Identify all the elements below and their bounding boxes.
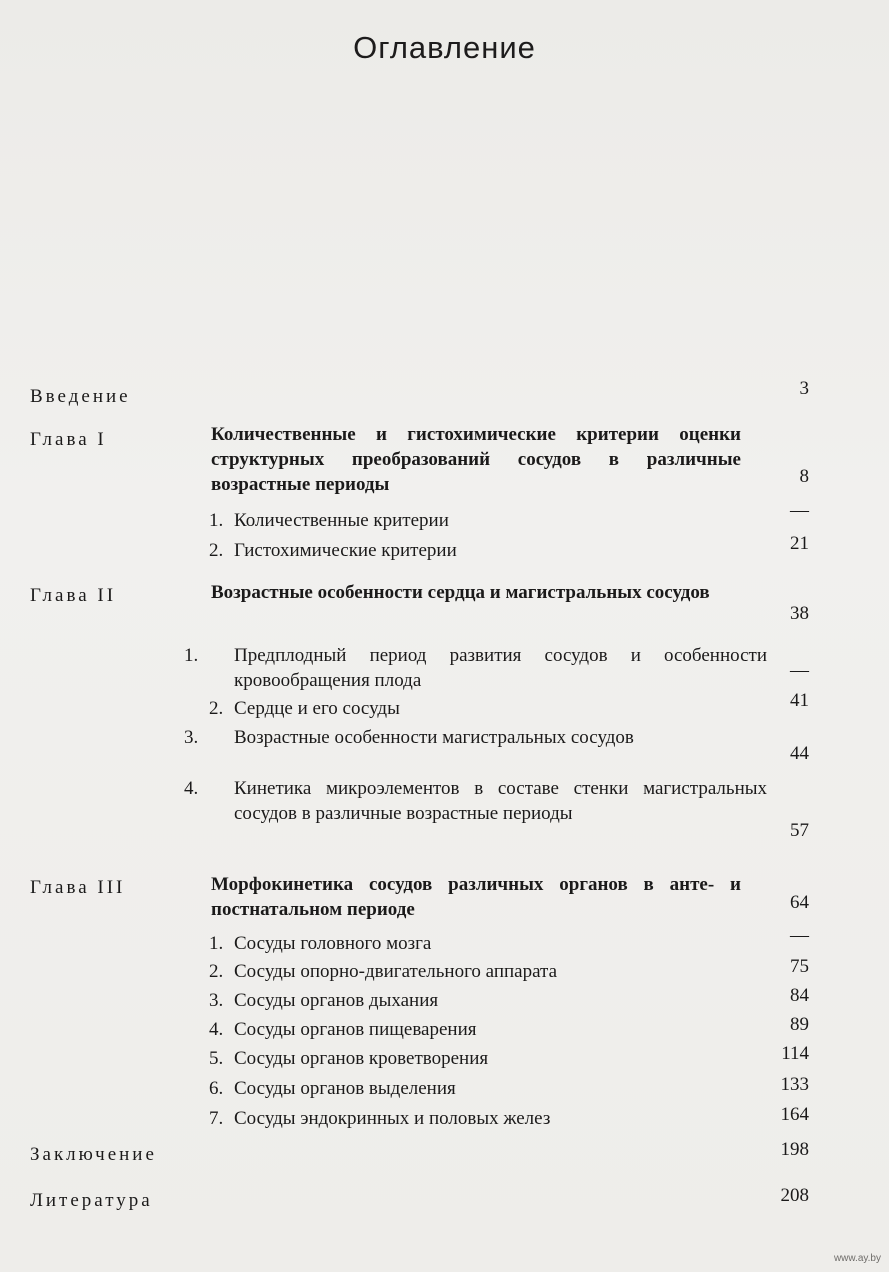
item-text: Количественные критерии: [234, 510, 449, 531]
chapter-3-item-7-page: 164: [780, 1104, 809, 1125]
item-number: 6.: [209, 1078, 224, 1099]
chapter-2-item-1: [184, 643, 767, 693]
item-text: Сосуды органов пищеварения: [234, 1019, 477, 1040]
chapter-3-item-6-page: 133: [780, 1074, 809, 1095]
literature-label: Литература: [30, 1190, 153, 1211]
chapter-2-item-2: [209, 696, 742, 721]
literature-page: 208: [780, 1185, 809, 1206]
item-text: Предплодный период развития сосудов и особенности кровообращения плода: [234, 645, 767, 691]
item-number: 2.: [209, 698, 224, 719]
chapter-3-item-3: [209, 988, 742, 1013]
chapter-3-page: 64: [790, 892, 809, 913]
chapter-3-item-5: [209, 1046, 742, 1071]
conclusion-label: Заключение: [30, 1144, 157, 1165]
item-number: 1.: [184, 645, 199, 666]
item-text: Сосуды опорно-двигательного аппарата: [234, 961, 557, 982]
item-number: 1.: [209, 510, 224, 531]
item-number: 3.: [209, 990, 224, 1011]
item-text: Сосуды эндокринных и половых желез: [234, 1108, 551, 1129]
page-title: Оглавление: [353, 30, 536, 65]
item-text: Гистохимические критерии: [234, 540, 457, 561]
chapter-3-item-6: [209, 1076, 742, 1101]
item-number: 5.: [209, 1048, 224, 1069]
item-number: 2.: [209, 961, 224, 982]
item-text: Возрастные особенности магистральных сосудов: [234, 727, 634, 748]
intro-page: 3: [799, 378, 809, 399]
chapter-3-item-4-page: 89: [790, 1014, 809, 1035]
item-text: Сердце и его сосуды: [234, 698, 400, 719]
conclusion-page: 198: [780, 1139, 809, 1160]
item-text: Сосуды органов кроветворения: [234, 1048, 489, 1069]
item-number: 4.: [184, 778, 199, 799]
item-text: Сосуды органов дыхания: [234, 990, 439, 1011]
chapter-2-item-3-page: 44: [790, 743, 809, 764]
chapter-2-heading: Возрастные особенности сердца и магистральных сосудов: [211, 582, 710, 603]
chapter-1-page: 8: [799, 466, 809, 487]
chapter-2-page: 38: [790, 603, 809, 624]
item-number: 2.: [209, 540, 224, 561]
chapter-3-item-2-page: 75: [790, 956, 809, 977]
item-number: 3.: [184, 727, 199, 748]
chapter-3-item-3-page: 84: [790, 985, 809, 1006]
chapter-1-item-2: [209, 538, 742, 563]
chapter-1-item-2-page: 21: [790, 533, 809, 554]
chapter-1-item-1: [209, 508, 742, 533]
chapter-3-item-2: [209, 959, 742, 984]
watermark: www.ay.by: [833, 1253, 881, 1264]
chapter-2-item-2-page: 41: [790, 690, 809, 711]
chapter-3-item-4: [209, 1017, 742, 1042]
chapter-2-item-1-page: —: [790, 660, 809, 681]
chapter-3-item-7: [209, 1106, 742, 1131]
intro-label: Введение: [30, 386, 131, 407]
item-number: 4.: [209, 1019, 224, 1040]
chapter-2-item-3: [184, 725, 767, 750]
chapter-3-item-5-page: 114: [781, 1043, 809, 1064]
chapter-2-label: Глава II: [30, 585, 117, 606]
chapter-1-item-1-page: —: [790, 500, 809, 521]
chapter-3-label: Глава III: [30, 877, 126, 898]
chapter-2-item-4-page: 57: [790, 820, 809, 841]
item-number: 1.: [209, 933, 224, 954]
chapter-1-heading: Количественные и гистохимические критерии оценки структурных преобразований сосудов в различные возрастные периоды: [211, 424, 741, 495]
chapter-3-item-1: [209, 931, 742, 956]
chapter-1-label: Глава I: [30, 429, 107, 450]
chapter-3-heading: Морфокинетика сосудов различных органов в анте- и постнатальном периоде: [211, 874, 741, 920]
chapter-3-item-1-page: —: [790, 925, 809, 946]
chapter-2-item-4: [184, 776, 767, 826]
item-text: Сосуды головного мозга: [234, 933, 432, 954]
item-text: Сосуды органов выделения: [234, 1078, 456, 1099]
item-number: 7.: [209, 1108, 224, 1129]
item-text: Кинетика микроэлементов в составе стенки магистральных сосудов в различные возрастные периоды: [234, 778, 767, 824]
